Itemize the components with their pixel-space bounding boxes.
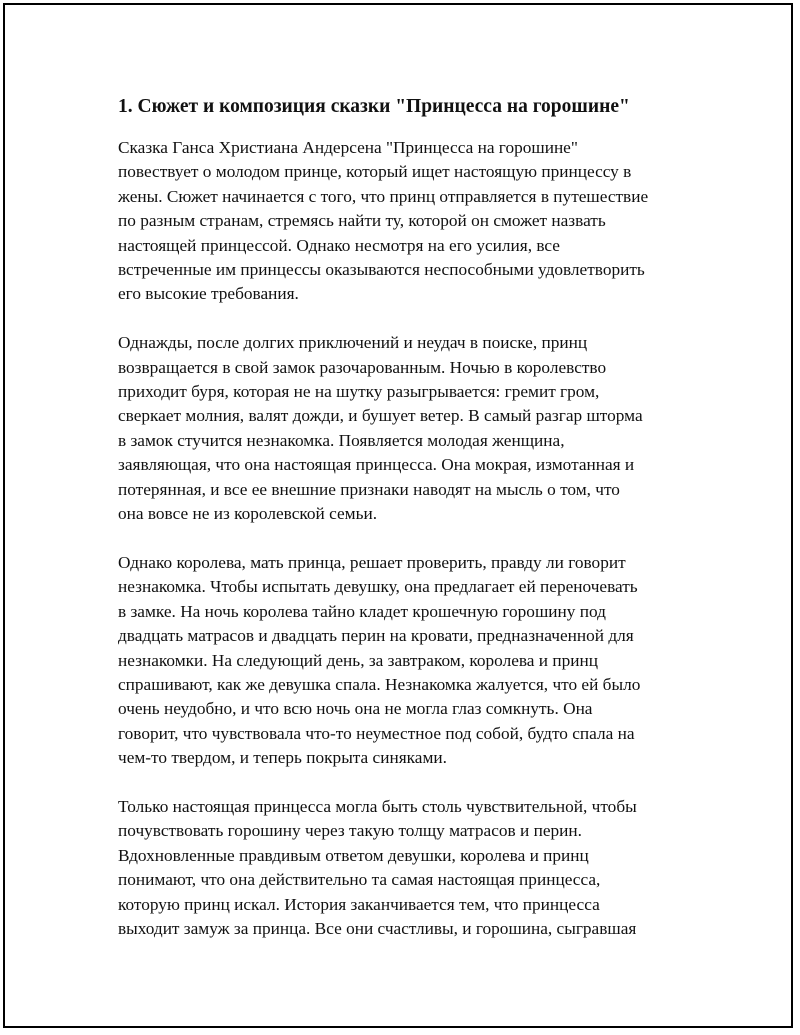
paragraph-1: [118, 136, 688, 307]
text-line: спрашивают, как же девушка спала. Незнакомка жалуется, что ей было: [118, 674, 641, 694]
text-line: Однако королева, мать принца, решает проверить, правду ли говорит: [118, 552, 626, 572]
text-line: сверкает молния, валят дожди, и бушует ветер. В самый разгар шторма: [118, 406, 643, 426]
text-line: Однажды, после долгих приключений и неудач в поиске, принц: [118, 333, 588, 353]
text-line: очень неудобно, и что всю ночь она не могла глаз сомкнуть. Она: [118, 699, 593, 719]
text-line: возвращается в свой замок разочарованным. Ночью в королевство: [118, 357, 607, 377]
text-line: почувствовать горошину через такую толщу матрасов и перин.: [118, 821, 582, 841]
text-line: Сказка Ганса Христиана Андерсена "Принцесса на горошине": [118, 138, 578, 157]
paragraph-4: [118, 795, 688, 941]
text-line: понимают, что она действительно та самая настоящая принцесса,: [118, 870, 601, 890]
paragraph-2: [118, 331, 688, 526]
paragraph-3: [118, 551, 688, 771]
text-line: по разным странам, стремясь найти ту, которой он сможет назвать: [118, 211, 606, 231]
text-line: потерянная, и все ее внешние признаки наводят на мысль о том, что: [118, 479, 620, 499]
text-line: она вовсе не из королевской семьи.: [118, 504, 378, 524]
section-heading: 1. Сюжет и композиция сказки "Принцесса на горошине": [118, 96, 630, 117]
text-line: Вдохновленные правдивым ответом девушки, королева и принц: [118, 845, 589, 865]
text-line: которую принц искал. История заканчивается тем, что принцесса: [118, 894, 600, 914]
text-line: настоящей принцессой. Однако несмотря на его усилия, все: [118, 235, 560, 255]
document-body: [118, 92, 688, 966]
text-line: повествует о молодом принце, который ищет настоящую принцессу в: [118, 162, 632, 182]
text-line: встреченные им принцессы оказываются неспособными удовлетворить: [118, 260, 645, 280]
text-line: двадцать матрасов и двадцать перин на кровати, предназначенной для: [118, 626, 634, 646]
text-line: Только настоящая принцесса могла быть столь чувствительной, чтобы: [118, 796, 637, 816]
text-line: незнакомки. На следующий день, за завтраком, королева и принц: [118, 650, 598, 670]
text-line: незнакомка. Чтобы испытать девушку, она предлагает ей переночевать: [118, 577, 638, 597]
text-line: его высокие требования.: [118, 284, 299, 304]
text-line: приходит буря, которая не на шутку разыгрывается: гремит гром,: [118, 382, 600, 402]
text-line: жены. Сюжет начинается с того, что принц отправляется в путешествие: [118, 186, 649, 206]
text-line: в замке. На ночь королева тайно кладет крошечную горошину под: [118, 601, 606, 621]
text-line: в замок стучится незнакомка. Появляется молодая женщина,: [118, 430, 565, 450]
text-line: говорит, что чувствовала что-то неуместное под собой, будто спала на: [118, 723, 635, 743]
text-line: заявляющая, что она настоящая принцесса. Она мокрая, измотанная и: [118, 455, 635, 475]
text-line: чем-то твердом, и теперь покрыта синяками.: [118, 748, 447, 768]
text-line: выходит замуж за принца. Все они счастливы, и горошина, сыгравшая: [118, 918, 637, 938]
